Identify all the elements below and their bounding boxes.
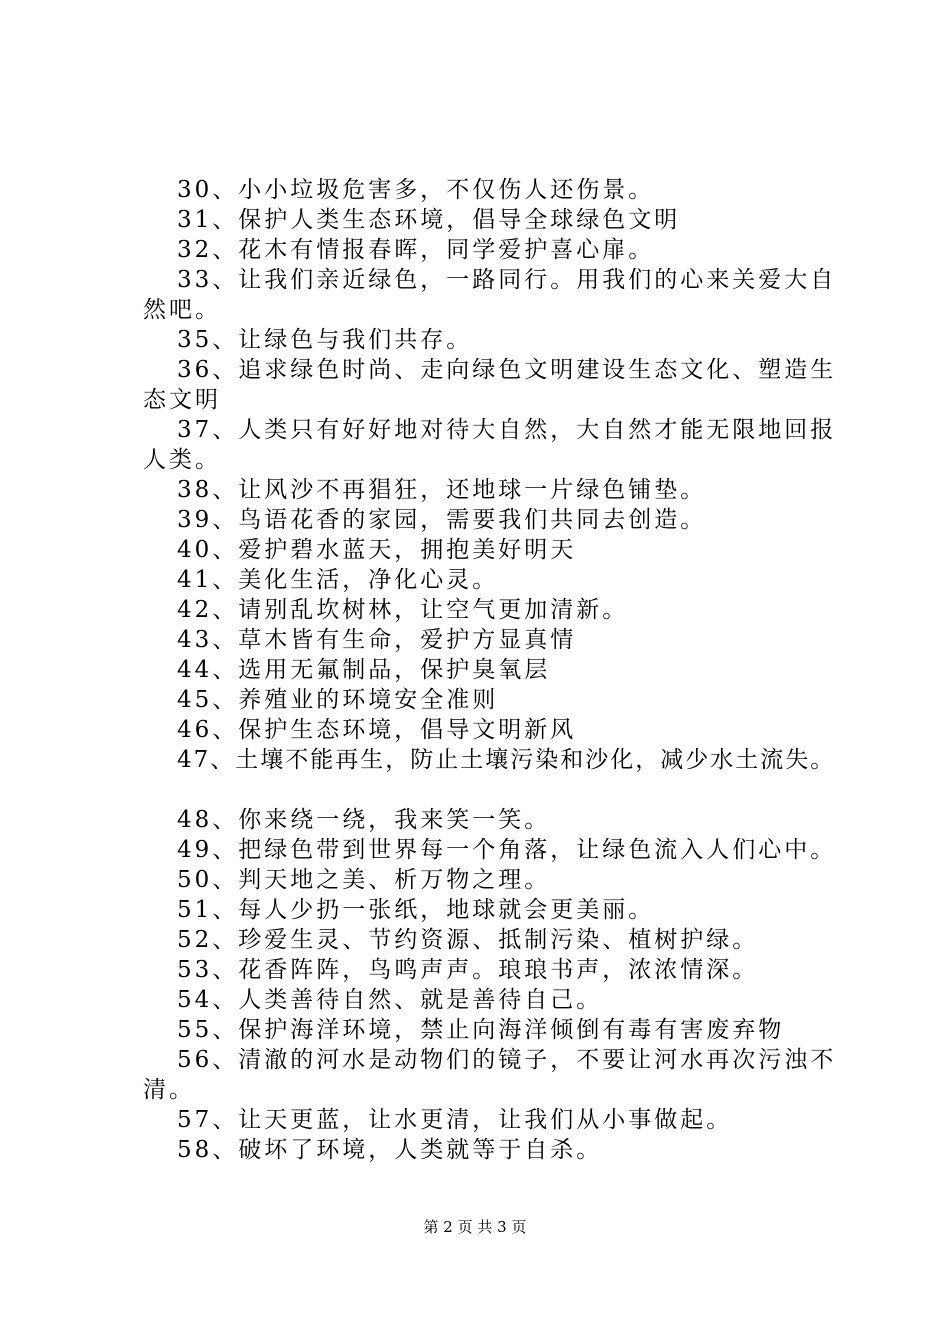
item-text: 46、保护生态环境，倡导文明新风	[177, 717, 577, 743]
item-text: 45、养殖业的环境安全准则	[177, 687, 499, 713]
list-item	[143, 835, 853, 865]
slogan-list	[143, 175, 853, 1165]
list-item	[143, 865, 853, 895]
item-text: 30、小小垃圾危害多，不仅伤人还伤景。	[177, 177, 655, 203]
list-item	[143, 475, 853, 505]
item-text: 57、让天更蓝，让水更清，让我们从小事做起。	[177, 1107, 733, 1133]
item-text: 36、追求绿色时尚、走向绿色文明建设生态文化、塑造生	[177, 357, 837, 383]
item-text: 49、把绿色带到世界每一个角落，让绿色流入人们心中。	[177, 837, 837, 863]
item-text-continued: 清。	[143, 1077, 195, 1103]
list-item	[143, 1015, 853, 1045]
item-text: 48、你来绕一绕，我来笑一笑。	[177, 807, 551, 833]
item-text: 37、人类只有好好地对待大自然，大自然才能无限地回报	[177, 417, 837, 443]
list-item	[143, 655, 853, 685]
list-item	[143, 535, 853, 565]
list-item	[143, 265, 853, 325]
list-item	[143, 355, 853, 415]
item-text: 41、美化生活，净化心灵。	[177, 567, 499, 593]
list-item	[143, 1135, 853, 1165]
list-item	[143, 595, 853, 625]
list-item	[143, 685, 853, 715]
list-item	[143, 1045, 853, 1105]
list-item	[143, 505, 853, 535]
list-item	[143, 955, 853, 985]
item-text: 52、珍爱生灵、节约资源、抵制污染、植树护绿。	[177, 927, 759, 953]
list-item	[143, 745, 853, 775]
item-text: 47、土壤不能再生，防止土壤污染和沙化，减少水土流失。	[177, 747, 836, 773]
item-text: 38、让风沙不再猖狂，还地球一片绿色铺垫。	[177, 477, 707, 503]
list-item	[143, 325, 853, 355]
list-item	[143, 625, 853, 655]
item-text: 43、草木皆有生命，爱护方显真情	[177, 627, 577, 653]
item-text: 44、选用无氟制品，保护臭氧层	[177, 657, 551, 683]
item-text: 51、每人少扔一张纸，地球就会更美丽。	[177, 897, 655, 923]
item-text: 50、判天地之美、析万物之理。	[177, 867, 551, 893]
list-item	[143, 565, 853, 595]
list-item	[143, 985, 853, 1015]
item-text: 40、爱护碧水蓝天，拥抱美好明天	[177, 537, 577, 563]
blank-line	[143, 775, 853, 805]
list-item	[143, 415, 853, 475]
item-text: 55、保护海洋环境，禁止向海洋倾倒有毒有害废弃物	[177, 1017, 785, 1043]
list-item	[143, 235, 853, 265]
item-text: 56、清澈的河水是动物们的镜子，不要让河水再次污浊不	[177, 1047, 837, 1073]
page-number-footer: 第 2 页 共 3 页	[423, 1218, 527, 1236]
list-item	[143, 925, 853, 955]
item-text-continued: 态文明	[143, 387, 221, 413]
item-text: 32、花木有情报春晖，同学爱护喜心扉。	[177, 237, 655, 263]
item-text: 53、花香阵阵，鸟鸣声声。琅琅书声，浓浓情深。	[177, 957, 759, 983]
item-text-continued: 人类。	[143, 447, 221, 473]
item-text: 35、让绿色与我们共存。	[177, 327, 473, 353]
list-item	[143, 805, 853, 835]
list-item	[143, 895, 853, 925]
item-text-continued: 然吧。	[143, 297, 221, 323]
item-text: 33、让我们亲近绿色，一路同行。用我们的心来关爱大自	[177, 267, 837, 293]
item-text: 54、人类善待自然、就是善待自己。	[177, 987, 603, 1013]
item-text: 31、保护人类生态环境，倡导全球绿色文明	[177, 207, 681, 233]
list-item	[143, 175, 853, 205]
item-text: 39、鸟语花香的家园，需要我们共同去创造。	[177, 507, 707, 533]
list-item	[143, 1105, 853, 1135]
list-item	[143, 715, 853, 745]
item-text: 42、请别乱坎树林，让空气更加清新。	[177, 597, 629, 623]
list-item	[143, 205, 853, 235]
item-text: 58、破坏了环境，人类就等于自杀。	[177, 1137, 603, 1163]
